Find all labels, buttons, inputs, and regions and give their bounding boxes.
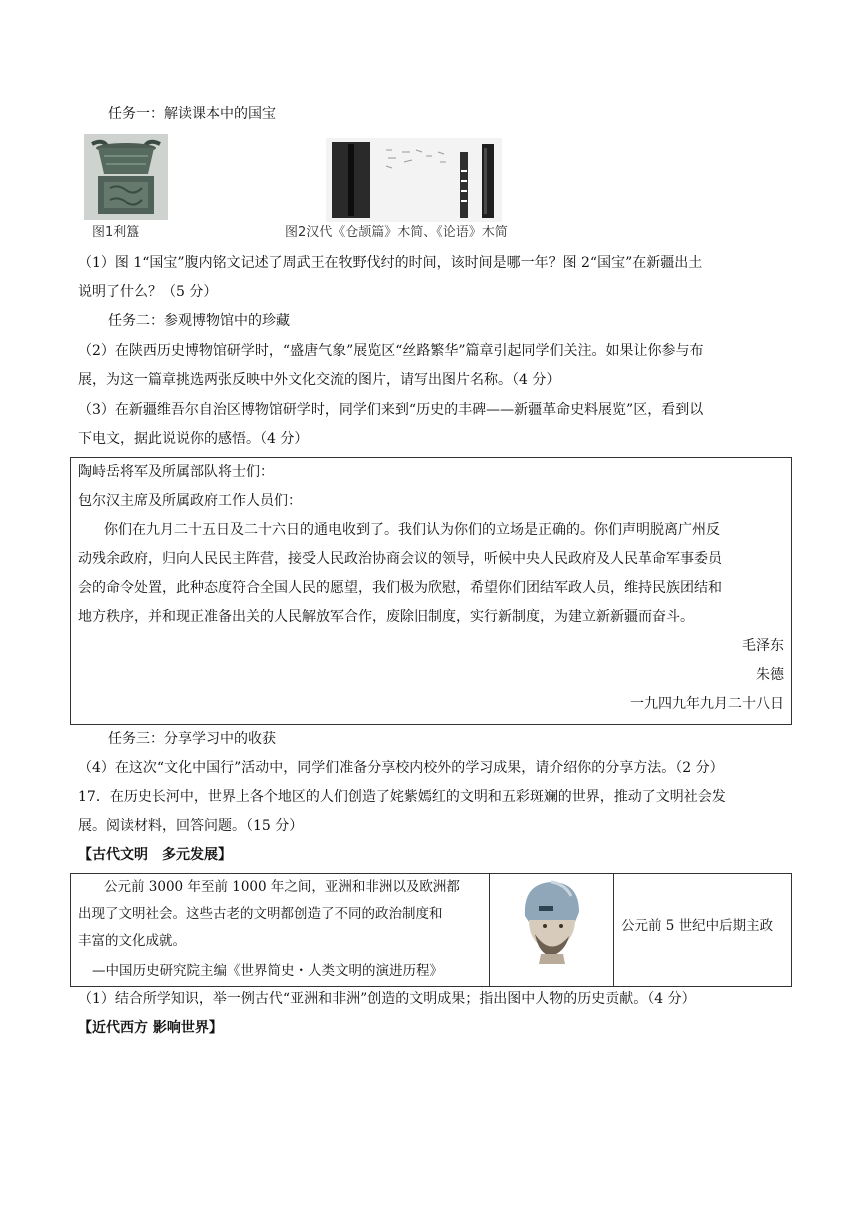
q4: （4）在这次“文化中国行”活动中，同学们准备分享校内校外的学习成果，请介绍你的分享方法。（2 分） xyxy=(78,760,724,776)
task3-heading: 任务三：分享学习中的收获 xyxy=(108,731,276,747)
q3-line1: （3）在新疆维吾尔自治区博物馆研学时，同学们来到“历史的丰碑——新疆革命史料展览”区，看到以 xyxy=(78,402,704,418)
table-divider xyxy=(613,873,614,987)
q17-sub1: （1）结合所学知识，举一例古代“亚洲和非洲”创造的文明成果；指出图中人物的历史贡献。（4 分） xyxy=(78,991,696,1007)
material-line-1: 公元前 3000 年至前 1000 年之间，亚洲和非洲以及欧洲都 xyxy=(104,879,460,895)
wooden-slips-image xyxy=(326,138,502,222)
telegram-body-2: 动残余政府，归向人民民主阵营，接受人民政治协商会议的领导，听候中央人民政府及人民革命军事委员 xyxy=(78,551,722,567)
task2-heading: 任务二：参观博物馆中的珍藏 xyxy=(108,313,290,329)
q17-line1: 17．在历史长河中，世界上各个地区的人们创造了姹紫嫣红的文明和五彩斑斓的世界，推动了文明社会发 xyxy=(78,789,726,805)
telegram-recipient-1: 陶峙岳将军及所属部队将士们： xyxy=(78,464,274,480)
pericles-bust-portrait xyxy=(505,876,595,964)
section-modern-west: 【近代西方 影响世界】 xyxy=(78,1020,223,1036)
q2-line1: （2）在陕西历史博物馆研学时，“盛唐气象”展览区“丝路繁华”篇章引起同学们关注。如果让你参与布 xyxy=(78,343,704,359)
material-line-2: 出现了文明社会。这些古老的文明都创造了不同的政治制度和 xyxy=(78,906,443,922)
q2-line2: 展，为这一篇章挑选两张反映中外文化交流的图片，请写出图片名称。（4 分） xyxy=(78,372,561,388)
telegram-body-4: 地方秩序，并和现正准备出关的人民解放军合作，废除旧制度，实行新制度，为建立新新疆而奋斗。 xyxy=(78,609,694,625)
portrait-caption: 公元前 5 世纪中后期主政 xyxy=(621,918,774,934)
fig1-caption: 图1利簋 xyxy=(92,225,140,240)
telegram-signature-2: 朱德 xyxy=(756,667,784,683)
q1-line1: （1）图 1“国宝”腹内铭文记述了周武王在牧野伐纣的时间，该时间是哪一年？图 2“国宝”在新疆出土 xyxy=(78,255,703,271)
q1-line2: 说明了什么？（5 分） xyxy=(78,284,218,300)
q3-line2: 下电文，据此说说你的感悟。（4 分） xyxy=(78,431,309,447)
telegram-signature-1: 毛泽东 xyxy=(742,638,784,654)
telegram-recipient-2: 包尔汉主席及所属政府工作人员们： xyxy=(78,493,302,509)
task1-heading: 任务一：解读课本中的国宝 xyxy=(108,106,276,122)
section-ancient-civilization: 【古代文明 多元发展】 xyxy=(78,847,232,863)
material-line-3: 丰富的文化成就。 xyxy=(78,933,186,949)
ligui-bronze-vessel-image xyxy=(84,134,168,220)
material-source: —中国历史研究院主编《世界简史・人类文明的演进历程》 xyxy=(92,963,443,979)
table-divider xyxy=(489,873,490,987)
fig2-caption: 图2汉代《仓颉篇》木简、《论语》木简 xyxy=(285,225,508,240)
telegram-body-3: 会的命令处置，此种态度符合全国人民的愿望，我们极为欣慰，希望你们团结军政人员，维持民族团结和 xyxy=(78,580,722,596)
telegram-body-1: 你们在九月二十五日及二十六日的通电收到了。我们认为你们的立场是正确的。你们声明脱离广州反 xyxy=(104,522,720,538)
q17-line2: 展。阅读材料，回答问题。（15 分） xyxy=(78,818,304,834)
telegram-date: 一九四九年九月二十八日 xyxy=(630,696,784,712)
